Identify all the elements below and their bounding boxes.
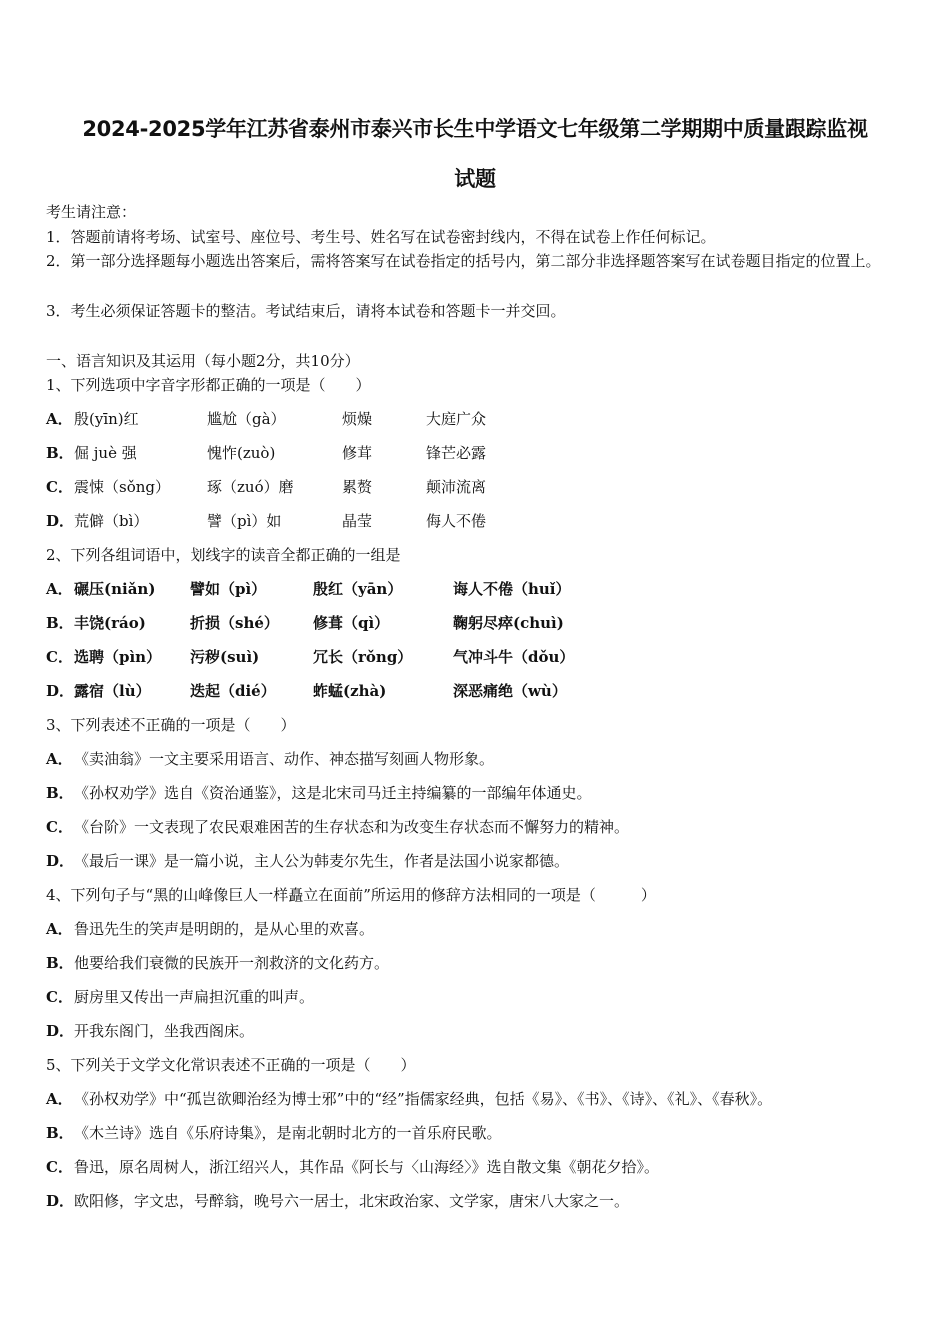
option-item: 侮人不倦 — [426, 512, 487, 530]
option-item: 倔 juè 强 — [74, 444, 137, 462]
option-label: C． — [46, 818, 73, 836]
option-item: 累赘 — [342, 478, 373, 496]
option-label: C． — [46, 478, 73, 496]
option-item: 迭起（dié） — [190, 682, 276, 700]
option-label: B． — [46, 1124, 74, 1142]
option-label: C． — [46, 648, 73, 666]
document-title-cont: 试题 — [454, 167, 496, 191]
option-text: 欧阳修，字文忠，号醉翁，晚号六一居士，北宋政治家、文学家，唐宋八大家之一。 — [74, 1192, 630, 1210]
section-heading: 一、语言知识及其运用（每小题2分，共10分） — [46, 352, 360, 370]
option-label: B． — [46, 784, 74, 802]
option-item: 修茸 — [342, 444, 373, 462]
option-item: 颠沛流离 — [426, 478, 487, 496]
question-5-stem: 5、下列关于文学文化常识表述不正确的一项是（ ） — [46, 1056, 416, 1074]
option-item: 冗长（rǒng） — [313, 648, 413, 666]
option-text: 他要给我们衰微的民族开一剂救济的文化药方。 — [74, 954, 390, 972]
option-item: 诲人不倦（huǐ） — [453, 580, 571, 598]
option-label: B． — [46, 954, 74, 972]
option-label: C． — [46, 988, 73, 1006]
option-item: 修葺（qì） — [313, 614, 390, 632]
option-text: 《孙权劝学》中“孤岂欲卿治经为博士邪”中的“经”指儒家经典，包括《易》、《书》、《诗》、《礼》、《春秋》。 — [74, 1090, 773, 1108]
option-item: 殷(yīn)红 — [74, 410, 139, 428]
option-item: 锋芒必露 — [426, 444, 487, 462]
option-label: A． — [46, 410, 73, 428]
notice-heading: 考生请注意： — [46, 203, 137, 221]
option-text: 鲁迅先生的笑声是明朗的，是从心里的欢喜。 — [74, 920, 375, 938]
option-item: 丰饶(ráo) — [74, 614, 146, 632]
option-label: A． — [46, 1090, 73, 1108]
option-item: 愧怍(zuò) — [207, 444, 276, 462]
option-text: 《最后一课》是一篇小说，主人公为韩麦尔先生，作者是法国小说家都德。 — [74, 852, 570, 870]
option-text: 《木兰诗》选自《乐府诗集》，是南北朝时北方的一首乐府民歌。 — [74, 1124, 502, 1142]
option-item: 荒僻（bì） — [74, 512, 149, 530]
option-item: 殷红（yān） — [313, 580, 403, 598]
question-3-stem: 3、下列表述不正确的一项是（ ） — [46, 716, 296, 734]
option-text: 《卖油翁》一文主要采用语言、动作、神态描写刻画人物形象。 — [74, 750, 495, 768]
document-title: 2024-2025学年江苏省泰州市泰兴市长生中学语文七年级第二学期期中质量跟踪监视 — [82, 117, 868, 141]
notice-item-3: 3．考生必须保证答题卡的整洁。考试结束后，请将本试卷和答题卡一并交回。 — [46, 302, 566, 320]
option-label: A． — [46, 580, 73, 598]
option-label: C． — [46, 1158, 73, 1176]
option-label: D． — [46, 1192, 75, 1210]
option-label: D． — [46, 1022, 75, 1040]
question-1-stem: 1、下列选项中字音字形都正确的一项是（ ） — [46, 376, 371, 394]
option-text: 《台阶》一文表现了农民艰难困苦的生存状态和为改变生存状态而不懈努力的精神。 — [74, 818, 630, 836]
option-item: 震悚（sǒng） — [74, 478, 170, 496]
option-item: 譬（pì）如 — [207, 512, 282, 530]
option-item: 选聘（pìn） — [74, 648, 162, 666]
option-item: 琢（zuó）磨 — [207, 478, 294, 496]
option-item: 烦燥 — [342, 410, 373, 428]
option-item: 露宿（lù） — [74, 682, 151, 700]
option-label: A． — [46, 920, 73, 938]
option-item: 折损（shé） — [190, 614, 279, 632]
option-label: D． — [46, 682, 75, 700]
question-4-stem: 4、下列句子与“黑的山峰像巨人一样矗立在面前”所运用的修辞方法相同的一项是（ ） — [46, 886, 656, 904]
option-item: 碾压(niǎn) — [74, 580, 156, 598]
question-2-stem: 2、下列各组词语中，划线字的读音全都正确的一组是 — [46, 546, 401, 564]
option-text: 鲁迅，原名周树人，浙江绍兴人，其作品《阿长与〈山海经〉》选自散文集《朝花夕拾》。 — [74, 1158, 660, 1176]
option-label: B． — [46, 444, 74, 462]
option-text: 厨房里又传出一声扁担沉重的叫声。 — [74, 988, 315, 1006]
option-item: 晶莹 — [342, 512, 373, 530]
notice-item-2: 2．第一部分选择题每小题选出答案后，需将答案写在试卷指定的括号内，第二部分非选择题答案写在试卷题目指定的位置上。 — [46, 252, 881, 270]
option-text: 开我东阁门，坐我西阁床。 — [74, 1022, 255, 1040]
option-item: 尴尬（gà） — [207, 410, 286, 428]
option-label: D． — [46, 852, 75, 870]
notice-item-1: 1．答题前请将考场、试室号、座位号、考生号、姓名写在试卷密封线内，不得在试卷上作任何标记。 — [46, 228, 716, 246]
option-item: 污秽(suì) — [190, 648, 260, 666]
option-item: 气冲斗牛（dǒu） — [453, 648, 575, 666]
option-item: 大庭广众 — [426, 410, 487, 428]
option-label: A． — [46, 750, 73, 768]
option-text: 《孙权劝学》选自《资治通鉴》，这是北宋司马迁主持编纂的一部编年体通史。 — [74, 784, 592, 802]
option-item: 蚱蜢(zhà) — [313, 682, 387, 700]
option-item: 譬如（pì） — [190, 580, 267, 598]
option-item: 深恶痛绝（wù） — [453, 682, 567, 700]
option-item: 鞠躬尽瘁(chuì) — [453, 614, 564, 632]
option-label: B． — [46, 614, 74, 632]
option-label: D． — [46, 512, 75, 530]
